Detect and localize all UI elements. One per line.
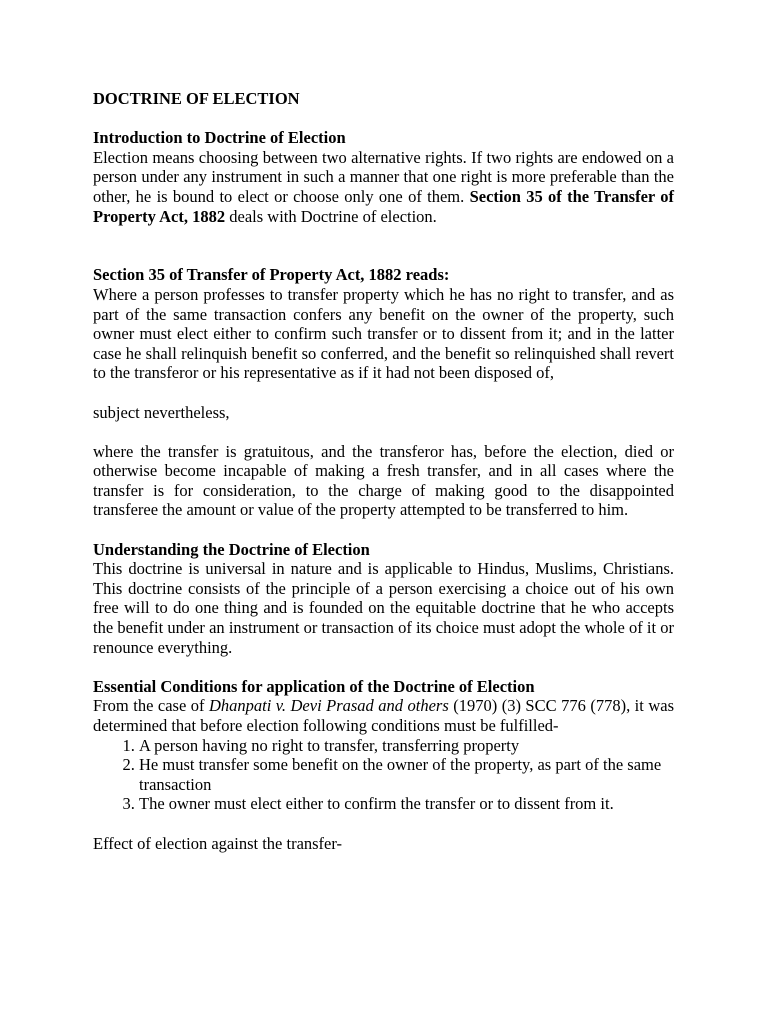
case-name: Dhanpati v. Devi Prasad and others xyxy=(208,696,449,716)
conditions-heading: Essential Conditions for application of the Doctrine of Election xyxy=(93,676,535,696)
section35-heading: Section 35 of Transfer of Property Act, 1882 reads: xyxy=(93,265,450,285)
understanding-paragraph: This doctrine is universal in nature and is applicable to Hindus, Muslims, Christians. This doctrine consists of the principle of a person exercising a choice out of his own free will to do one thing and is founded on the equitable doctrine that he who accepts the benefit under an instrument or transaction of its choice must adopt the whole of it or renounce everything. xyxy=(93,559,674,657)
list-item: 3. The owner must elect either to confirm the transfer or to dissent from it. xyxy=(139,794,674,814)
document-title: DOCTRINE OF ELECTION xyxy=(93,89,300,108)
conditions-paragraph xyxy=(93,696,674,735)
understanding-heading: Understanding the Doctrine of Election xyxy=(93,539,370,559)
section35-paragraph-1: Where a person professes to transfer property which he has no right to transfer, and as part of the same transaction confers any benefit on the owner of the property, such owner must elect either to confirm such transfer or to dissent from it; and in the latter case he shall relinquish benefit so conferred, and the benefit so relinquished shall revert to the transferor or his representative as if it had not been disposed of, xyxy=(93,284,674,383)
conditions-text-2: (1970) (3) SCC 776 (778), it was determined that before election following conditions must be fulfilled- xyxy=(93,696,674,735)
list-item: 2. He must transfer some benefit on the owner of the property, as part of the same transaction xyxy=(139,755,674,794)
intro-heading: Introduction to Doctrine of Election xyxy=(93,128,346,148)
effect-paragraph: Effect of election against the transfer- xyxy=(93,833,343,853)
document-body xyxy=(93,89,674,853)
section35-paragraph-3: where the transfer is gratuitous, and the transferor has, before the election, died or otherwise become incapable of making a fresh transfer, and in all cases where the transfer is for consideration, to the charge of making good to the disappointed transferee the amount or value of the property attempted to be transferred to him. xyxy=(93,441,674,520)
intro-section-reference: Section 35 of the Transfer of Property Act, 1882 xyxy=(93,186,674,226)
list-item: 1. A person having no right to transfer, transferring property xyxy=(139,736,674,756)
intro-paragraph xyxy=(93,148,674,226)
intro-text-1: Election means choosing between two alternative rights. If two rights are endowed on a person under any instrument in such a manner that one right is more preferable than the other, he is bound to elect or choose only one of them. xyxy=(93,147,674,206)
intro-text-2: deals with Doctrine of election. xyxy=(225,206,437,226)
section35-paragraph-2: subject nevertheless, xyxy=(93,402,230,422)
conditions-text-1: From the case of xyxy=(93,696,209,716)
conditions-list xyxy=(93,736,674,814)
